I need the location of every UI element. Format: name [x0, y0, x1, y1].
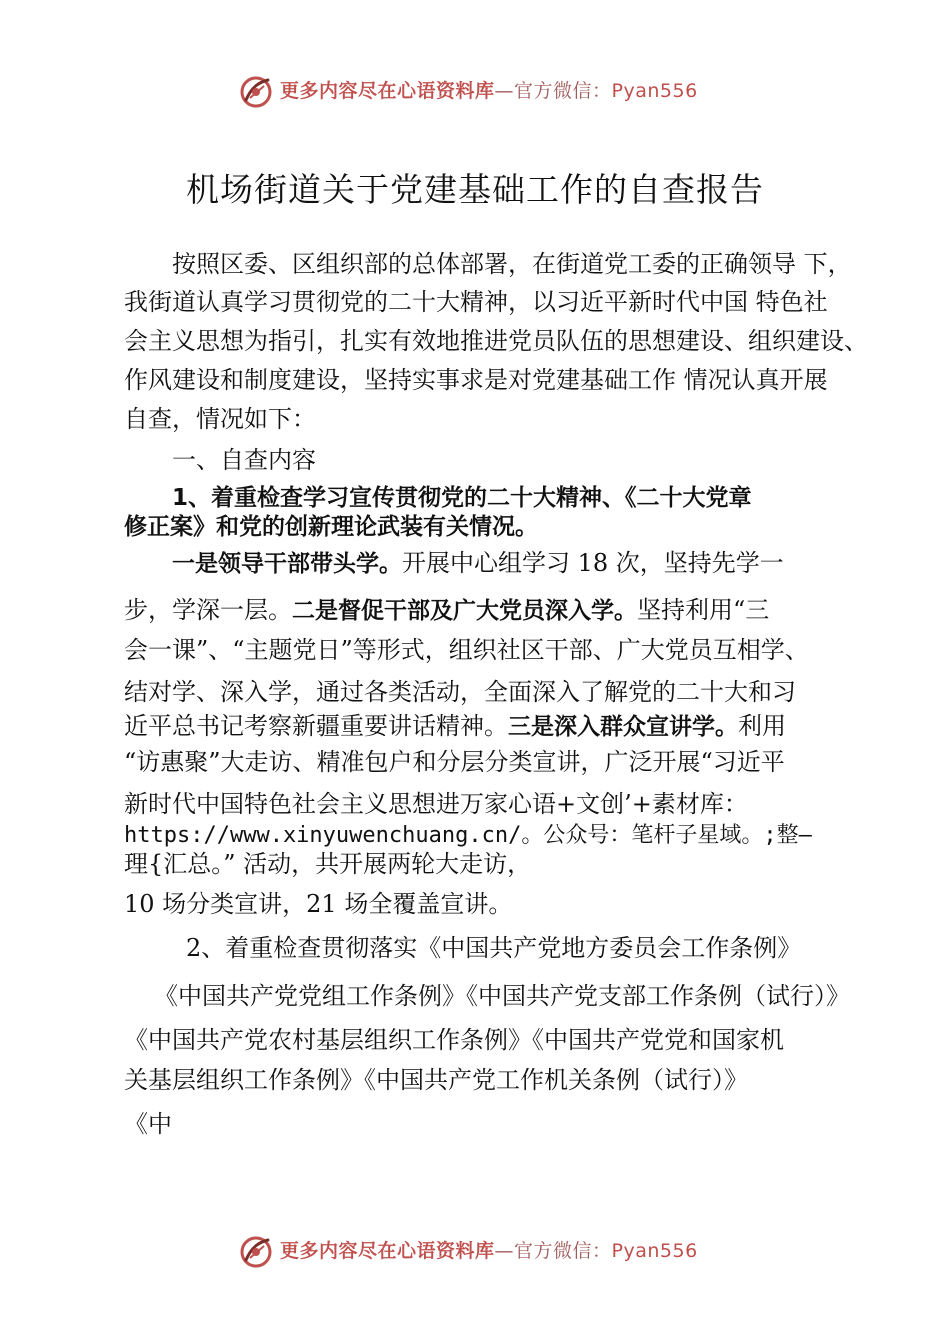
- document-title: 机场街道关于党建基础工作的自查报告: [186, 170, 764, 209]
- item-1-body-line-3: 会一课”、“主题党日”等形式，组织社区干部、广大党员互相学、: [124, 636, 809, 664]
- item-2-line-4: 关基层组织工作条例》《中国共产党工作机关条例（试行）》: [124, 1066, 748, 1094]
- item-2-line-1: 2、着重检查贯彻落实《中国共产党地方委员会工作条例》: [186, 934, 802, 962]
- banner-wechat-id: Pyan556: [611, 1240, 698, 1262]
- point-2-text-cont: 近平总书记考察新疆重要讲话精神。: [124, 712, 508, 740]
- ink-brush-logo-icon: [238, 1234, 274, 1270]
- banner-text: [280, 76, 698, 106]
- ink-brush-logo-icon: [238, 74, 274, 110]
- item-1-body-line-1: [172, 547, 784, 580]
- intro-line-5: 自查，情况如下：: [124, 405, 316, 433]
- footer-banner: [0, 1232, 950, 1272]
- intro-line-3: 会主义思想为指引，扎实有效地推进党员队伍的思想建设、组织建设、: [124, 327, 868, 355]
- item-1-body-line-5: [124, 710, 786, 743]
- intro-line-4: 作风建设和制度建设，坚持实事求是对党建基础工作 情况认真开展: [124, 366, 828, 394]
- point-1-text-cont: 步，学深一层。: [124, 596, 292, 624]
- header-banner: [0, 72, 950, 112]
- point-3-bold: 三是深入群众宣讲学。: [508, 714, 738, 740]
- item-1-body-line-7: 新时代中国特色社会主义思想进万家心语+文创’+素材库：: [124, 790, 748, 818]
- banner-wechat-id: Pyan556: [611, 80, 698, 102]
- banner-official-text: 官方微信：: [514, 1240, 612, 1262]
- point-1-bold: 一是领导干部带头学。: [172, 551, 402, 577]
- intro-line-2: 我街道认真学习贯彻党的二十大精神，以习近平新时代中国 特色社: [124, 288, 828, 316]
- banner-official-text: 官方微信：: [514, 80, 612, 102]
- intro-line-1: 按照区委、区组织部的总体部署，在街道党工委的正确领导 下，: [172, 250, 852, 278]
- item-2-line-2: 《中国共产党党组工作条例》《中国共产党支部工作条例（试行）》: [154, 982, 850, 1010]
- item-2-line-5: 《中: [124, 1110, 172, 1138]
- point-1-text: 开展中心组学习 18 次，坚持先学一: [402, 549, 784, 577]
- point-3-text: 利用: [738, 712, 786, 740]
- banner-library-text: 更多内容尽在心语资料库: [280, 80, 495, 102]
- item-1-body-line-2: [124, 594, 769, 627]
- banner-text: [280, 1236, 698, 1266]
- section-1-heading: 一、自查内容: [172, 446, 316, 474]
- point-2-bold: 二是督促干部及广大党员深入学。: [292, 598, 637, 624]
- item-1-body-line-9: 理{汇总。” 活动，共开展两轮大走访，: [124, 850, 532, 878]
- banner-library-text: 更多内容尽在心语资料库: [280, 1240, 495, 1262]
- point-2-text: 坚持利用“三: [637, 596, 770, 624]
- item-1-body-line-4: 结对学、深入学，通过各类活动，全面深入了解党的二十大和习: [124, 678, 796, 706]
- banner-dash: —: [494, 80, 515, 102]
- item-1-body-line-10: 10 场分类宣讲，21 场全覆盖宣讲。: [124, 890, 513, 918]
- item-2-line-3: 《中国共产党农村基层组织工作条例》《中国共产党党和国家机: [124, 1026, 784, 1054]
- item-1-heading-line-1: 1、着重检查学习宣传贯彻党的二十大精神、《二十大党章: [172, 485, 752, 511]
- item-1-heading-line-2: 修正案》和党的创新理论武装有关情况。: [124, 514, 538, 540]
- item-1-body-line-8: https://www.xinyuwenchuang.cn/。公众号：笔杆子星域。;整—: [124, 823, 812, 848]
- banner-dash: —: [494, 1240, 515, 1262]
- item-1-body-line-6: “访惠聚”大走访、精准包户和分层分类宣讲，广泛开展“习近平: [124, 748, 785, 776]
